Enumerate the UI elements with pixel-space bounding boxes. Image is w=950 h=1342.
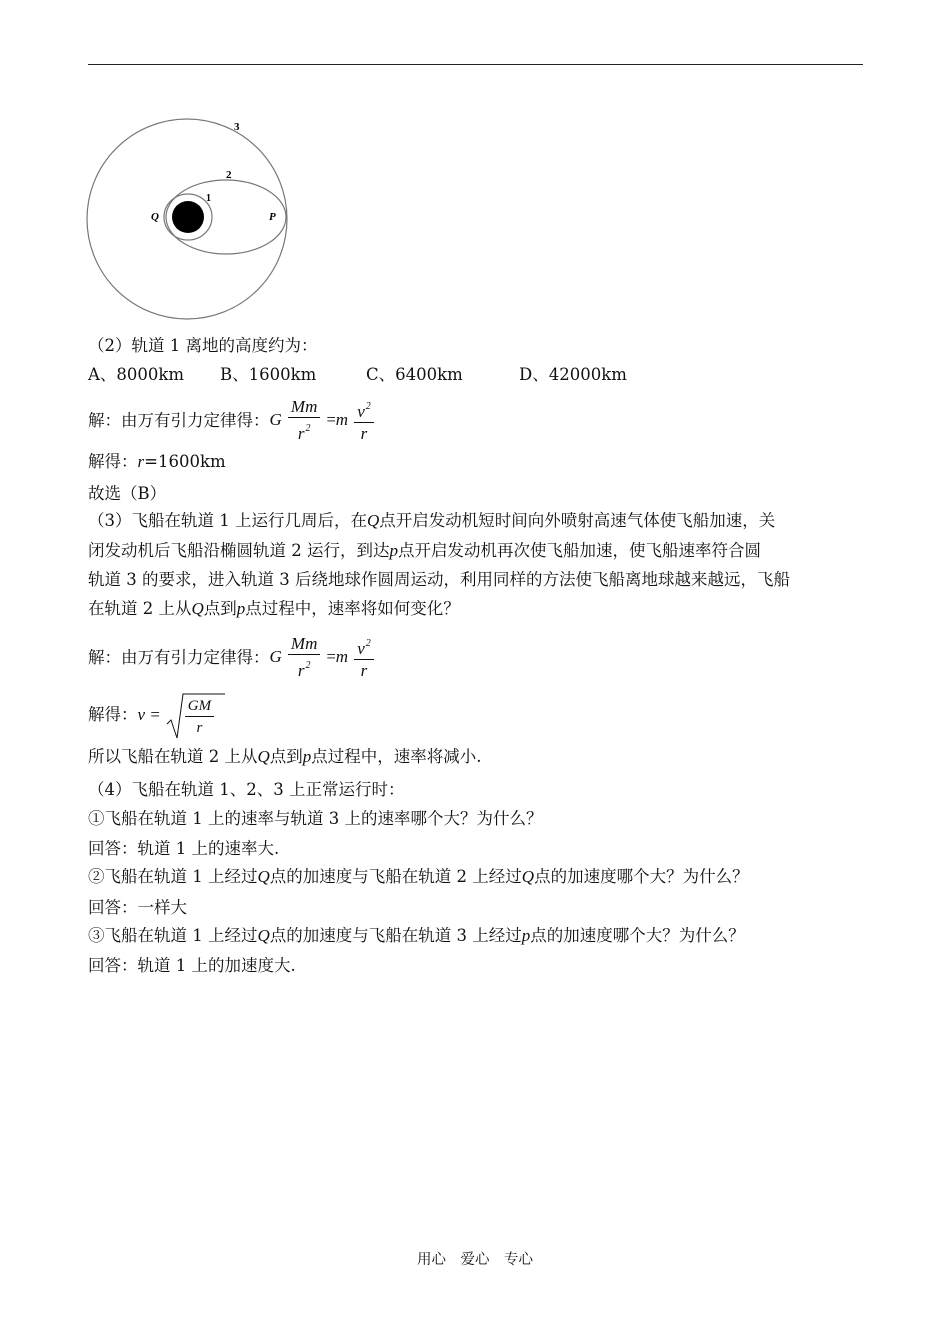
q4-sub-1: ①飞船在轨道 1 上的速率与轨道 3 上的速率哪个大？为什么？: [88, 809, 543, 828]
q2-solution-prefix: 解：由万有引力定律得：: [88, 411, 270, 430]
q4-sub-2: ②飞船在轨道 1 上经过Q点的加速度与飞船在轨道 2 上经过Q点的加速度哪个大？为什么？: [88, 867, 749, 886]
velocity-equation: v = $\frac{GM}{r}$: [138, 692, 217, 739]
q2-option-c: C、6400km: [366, 365, 463, 384]
q2-result: 解得：r=1600km: [88, 452, 226, 471]
q3-conclusion: 所以飞船在轨道 2 上从Q点到p点过程中，速率将减小.: [88, 747, 482, 766]
q3-solution: [88, 633, 376, 683]
orbit-diagram: [84, 116, 294, 321]
q4-answer-2: 回答：一样大: [88, 898, 187, 917]
point-q-label: Q: [151, 211, 159, 223]
q4-answer-1: 回答：轨道 1 上的速率大.: [88, 839, 280, 858]
page-footer: 用心 爱心 专心: [417, 1252, 533, 1268]
q3-line-1: （3）飞船在轨道 1 上运行几周后，在Q点开启发动机短时间向外喷射高速气体使飞船加速，关: [88, 511, 776, 530]
orbit-3-label: 3: [234, 121, 240, 133]
q2-option-a: A、8000km: [88, 365, 185, 384]
header-rule: [88, 64, 863, 65]
q2-option-b: B、1600km: [220, 365, 317, 384]
q2-options: [88, 364, 627, 386]
q3-line-4: 在轨道 2 上从Q点到p点过程中，速率将如何变化？: [88, 599, 460, 618]
orbit-2-label: 2: [226, 169, 232, 181]
square-root: $\frac{GM}{r}$: [165, 692, 216, 739]
radical-sign-icon: [165, 692, 225, 740]
q4-answer-3: 回答：轨道 1 上的加速度大.: [88, 956, 296, 975]
q3-result: 解得： v = $\frac{GM}{r}$: [88, 690, 216, 740]
q3-solution-prefix: 解：由万有引力定律得：: [88, 648, 270, 667]
orbit-1-label: 1: [206, 193, 211, 204]
q2-question: （2）轨道 1 离地的高度约为：: [88, 336, 318, 355]
q2-solution: [88, 396, 376, 446]
gravity-equation: G $\frac{Mm}{r^2}$ =m $\frac{v^2}{r}$: [270, 397, 376, 445]
q3-line-3: 轨道 3 的要求，进入轨道 3 后绕地球作圆周运动，利用同样的方法使飞船离地球越来越远，飞船: [88, 570, 790, 589]
earth-disc: [172, 201, 204, 233]
point-p-label: P: [269, 211, 276, 223]
q3-line-2: 闭发动机后飞船沿椭圆轨道 2 运行，到达p点开启发动机再次使飞船加速，使飞船速率符合圆: [88, 541, 761, 560]
q4-sub-3: ③飞船在轨道 1 上经过Q点的加速度与飞船在轨道 3 上经过p点的加速度哪个大？为什么？: [88, 926, 745, 945]
q2-answer: 故选（B）: [88, 484, 167, 503]
q2-option-d: D、42000km: [519, 365, 627, 384]
gravity-equation-2: G $\frac{Mm}{r^2}$ =m $\frac{v^2}{r}$: [270, 634, 376, 682]
q4-question: （4）飞船在轨道 1、2、3 上正常运行时：: [88, 780, 405, 799]
